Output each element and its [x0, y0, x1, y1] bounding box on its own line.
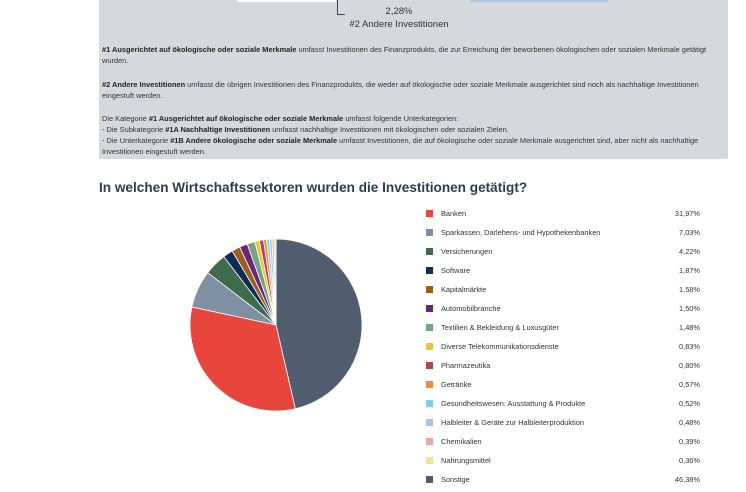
- tree-node-left: [237, 0, 336, 2]
- definition-paragraph-1: [102, 44, 717, 66]
- legend-swatch: [426, 400, 433, 407]
- legend-label: Banken: [441, 209, 467, 218]
- sector-pie-chart: [188, 237, 364, 413]
- definition-text-1: umfasst Investitionen des Finanzprodukts, die zur Erreichung der beworbenen ökologischen oder sozialen Merkmale getätigt wurden.: [102, 45, 707, 65]
- legend-item-software: [426, 264, 702, 283]
- legend-label: Halbleiter & Geräte zur Halbleiterproduktion: [441, 418, 584, 427]
- legend-swatch: [426, 362, 433, 369]
- subcategory-1b-term: #1B Andere ökologische oder soziale Merkmale: [170, 136, 338, 145]
- definition-term-2: #2 Andere Investitionen: [102, 80, 186, 89]
- subcategory-1b-text: umfasst Investitionen, die auf ökologische oder soziale Merkmale ausgerichtet sind, aber nicht als nachhaltige Investitionen eingestuft werden.: [102, 136, 699, 156]
- definition-term-1: #1 Ausgerichtet auf ökologische oder soziale Merkmale: [102, 45, 297, 54]
- definition-paragraph-3: [102, 113, 717, 157]
- legend-item-diverse-telekommunikationsdienste: [426, 340, 702, 359]
- legend-swatch: [426, 210, 433, 217]
- subcategory-1b-prefix: - Die Unterkategorie: [102, 136, 171, 145]
- legend-value: 7,03%: [679, 228, 700, 237]
- legend-swatch: [426, 419, 433, 426]
- legend-value: 0,39%: [679, 437, 700, 446]
- definition-paragraph-2: [102, 79, 717, 101]
- legend-label: Versicherungen: [441, 247, 493, 256]
- legend-value: 0,36%: [679, 456, 700, 465]
- other-investments-label: #2 Andere Investitionen: [349, 19, 449, 30]
- legend-label: Diverse Telekommunikationsdienste: [441, 342, 559, 351]
- legend-value: 1,87%: [679, 266, 700, 275]
- legend-swatch: [426, 438, 433, 445]
- definition-3-prefix: Die Kategorie: [102, 114, 149, 123]
- legend-swatch: [426, 286, 433, 293]
- legend-item-kapitalmaerkte: [426, 283, 702, 302]
- legend-label: Chemikalien: [441, 437, 482, 446]
- legend-label: Sparkassen, Darlehens- und Hypothekenbanken: [441, 228, 601, 237]
- definition-text-2: umfasst die übrigen Investitionen des Finanzprodukts, die weder auf ökologische oder soziale Merkmale ausgerichtet sind noch als nachhaltige Investitionen eingestuft werden.: [102, 80, 699, 100]
- legend-item-halbleiter-geraete-zur-halbleiterproduktion: [426, 416, 702, 435]
- legend-value: 1,58%: [679, 285, 700, 294]
- subcategory-1a-text: umfasst nachhaltige Investitionen mit ökologischen oder sozialen Zielen.: [270, 125, 509, 134]
- sector-section-heading: In welchen Wirtschaftssektoren wurden die Investitionen getätigt?: [99, 180, 528, 195]
- subcategory-1a-term: #1A Nachhaltige Investitionen: [165, 125, 271, 134]
- legend-value: 0,83%: [679, 342, 700, 351]
- legend-swatch: [426, 267, 433, 274]
- legend-swatch: [426, 229, 433, 236]
- legend-value: 31,97%: [674, 209, 700, 218]
- legend-item-nahrungsmittel: [426, 454, 702, 473]
- legend-value: 4,22%: [679, 247, 700, 256]
- legend-item-chemikalien: [426, 435, 702, 454]
- sector-legend: [426, 207, 702, 492]
- legend-item-banken: [426, 207, 702, 226]
- legend-swatch: [426, 381, 433, 388]
- legend-value: 1,50%: [679, 304, 700, 313]
- legend-label: Software: [441, 266, 471, 275]
- legend-item-gesundheitswesen-ausstattung-produkte: [426, 397, 702, 416]
- legend-item-textilien-bekleidung-luxusgueter: [426, 321, 702, 340]
- tree-node-right: [471, 0, 608, 2]
- definition-3-term: #1 Ausgerichtet auf ökologische oder soziale Merkmale: [148, 114, 344, 123]
- legend-label: Sonstige: [441, 475, 470, 484]
- legend-item-sonstige: [426, 473, 702, 492]
- legend-item-versicherungen: [426, 245, 702, 264]
- legend-value: 0,48%: [679, 418, 700, 427]
- legend-value: 0,57%: [679, 380, 700, 389]
- legend-label: Automobilbranche: [441, 304, 501, 313]
- legend-value: 46,38%: [674, 475, 700, 484]
- legend-swatch: [426, 476, 433, 483]
- legend-label: Pharmazeutika: [441, 361, 491, 370]
- definition-3-suffix: umfasst folgende Unterkategorien:: [343, 114, 459, 123]
- legend-swatch: [426, 457, 433, 464]
- subcategory-1a-prefix: - Die Subkategorie: [102, 125, 166, 134]
- legend-swatch: [426, 343, 433, 350]
- legend-swatch: [426, 305, 433, 312]
- legend-label: Nahrungsmittel: [441, 456, 491, 465]
- legend-swatch: [426, 324, 433, 331]
- legend-swatch: [426, 248, 433, 255]
- legend-label: Textilien & Bekleidung & Luxusgüter: [441, 323, 559, 332]
- other-investments-percentage: 2,28%: [385, 6, 413, 17]
- legend-value: 0,80%: [679, 361, 700, 370]
- legend-label: Kapitalmärkte: [441, 285, 487, 294]
- legend-item-sparkassen-darlehens-und-hypothekenbanken: [426, 226, 702, 245]
- legend-value: 1,48%: [679, 323, 700, 332]
- legend-item-automobilbranche: [426, 302, 702, 321]
- legend-label: Getränke: [441, 380, 472, 389]
- legend-item-pharmazeutika: [426, 359, 702, 378]
- legend-item-getraenke: [426, 378, 702, 397]
- investment-info-box: [99, 0, 728, 159]
- legend-value: 0,52%: [679, 399, 700, 408]
- legend-label: Gesundheitswesen: Ausstattung & Produkte: [441, 399, 586, 408]
